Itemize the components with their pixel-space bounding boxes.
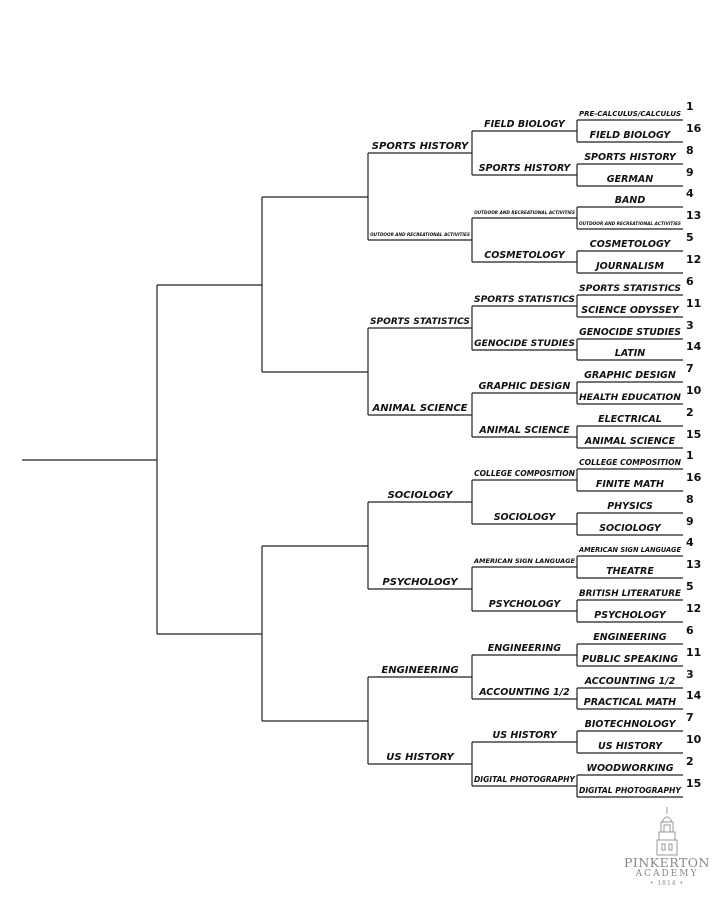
logo-subtitle: ACADEMY <box>635 869 699 879</box>
seed-number: 16 <box>686 471 702 484</box>
logo-year: • 1814 • <box>649 880 685 887</box>
logo-name: PINKERTON <box>624 855 710 870</box>
seed-number: 12 <box>686 253 702 266</box>
seed-number: 15 <box>686 428 702 441</box>
seed-number: 9 <box>686 515 694 528</box>
round1-team-label: OUTDOOR AND RECREATIONAL ACTIVITIES <box>579 222 681 227</box>
round1-team-label: BAND <box>614 195 646 206</box>
round2-team-label: ENGINEERING <box>487 643 562 654</box>
seed-number: 2 <box>686 406 694 419</box>
seed-number: 5 <box>686 580 694 593</box>
round1-team-label: GERMAN <box>606 174 654 185</box>
seed-number: 16 <box>686 122 702 135</box>
round2-team-label: US HISTORY <box>492 730 557 741</box>
round2-team-label: SPORTS STATISTICS <box>474 294 575 305</box>
round2-team-label: DIGITAL PHOTOGRAPHY <box>474 775 575 784</box>
seed-number: 7 <box>686 711 694 724</box>
round3-team-label: ENGINEERING <box>381 665 459 676</box>
round1-team-label: LATIN <box>614 348 646 359</box>
seed-number: 6 <box>686 624 694 637</box>
seed-number: 13 <box>686 558 702 571</box>
round1-team-label: SPORTS HISTORY <box>584 152 676 163</box>
round2-team-label: COSMETOLOGY <box>484 250 565 261</box>
seed-number: 1 <box>686 449 694 462</box>
round1-team-label: ANIMAL SCIENCE <box>584 436 676 447</box>
round1-team-label: WOODWORKING <box>586 763 674 774</box>
round1-team-label: SCIENCE ODYSSEY <box>581 305 679 316</box>
round1-team-label: HEALTH EDUCATION <box>579 392 681 403</box>
round3-team-label: PSYCHOLOGY <box>382 577 458 588</box>
round1-team-label: DIGITAL PHOTOGRAPHY <box>579 786 681 795</box>
round1-team-label: SPORTS STATISTICS <box>579 283 682 294</box>
round1-team-label: THEATRE <box>606 566 654 577</box>
round3-team-label: OUTDOOR AND RECREATIONAL ACTIVITIES <box>370 232 470 237</box>
round1-team-label: PSYCHOLOGY <box>594 610 666 621</box>
bell-tower-icon <box>654 806 680 856</box>
seed-number: 8 <box>686 493 694 506</box>
seed-number: 1 <box>686 100 694 113</box>
round3-team-label: ANIMAL SCIENCE <box>372 403 468 414</box>
round3-team-label: US HISTORY <box>386 752 454 763</box>
seed-number: 11 <box>686 297 702 310</box>
round2-team-label: GRAPHIC DESIGN <box>478 381 571 392</box>
round1-team-label: US HISTORY <box>598 741 663 752</box>
seed-number: 3 <box>686 319 694 332</box>
round2-team-label: FIELD BIOLOGY <box>484 119 565 130</box>
round1-team-label: ACCOUNTING 1/2 <box>584 676 676 687</box>
seed-number: 2 <box>686 755 694 768</box>
round1-team-label: GENOCIDE STUDIES <box>579 327 681 338</box>
seed-number: 6 <box>686 275 694 288</box>
seed-number: 10 <box>686 733 702 746</box>
round1-team-label: FINITE MATH <box>595 479 665 490</box>
round2-team-label: ACCOUNTING 1/2 <box>479 687 570 698</box>
round1-team-label: BIOTECHNOLOGY <box>584 719 676 730</box>
seed-number: 4 <box>686 187 694 200</box>
round2-team-label: ANIMAL SCIENCE <box>479 425 570 436</box>
seed-number: 10 <box>686 384 702 397</box>
round2-team-label: AMERICAN SIGN LANGUAGE <box>474 557 575 565</box>
seed-number: 9 <box>686 166 694 179</box>
round2-team-label: SPORTS HISTORY <box>478 163 571 174</box>
round1-team-label: COSMETOLOGY <box>589 239 671 250</box>
round1-team-label: ELECTRICAL <box>598 414 662 425</box>
round1-team-label: AMERICAN SIGN LANGUAGE <box>579 546 681 554</box>
round1-team-label: PRE-CALCULUS/CALCULUS <box>579 110 682 118</box>
seed-number: 12 <box>686 602 702 615</box>
round2-team-label: PSYCHOLOGY <box>488 599 561 610</box>
round3-team-label: SPORTS STATISTICS <box>370 317 470 327</box>
seed-number: 5 <box>686 231 694 244</box>
round1-team-label: PRACTICAL MATH <box>583 697 677 708</box>
round1-team-label: SOCIOLOGY <box>599 523 661 534</box>
round1-team-label: FIELD BIOLOGY <box>589 130 671 141</box>
seed-number: 3 <box>686 668 694 681</box>
seed-number: 13 <box>686 209 702 222</box>
round2-team-label: COLLEGE COMPOSITION <box>474 469 575 478</box>
seed-number: 14 <box>686 689 702 702</box>
round1-team-label: ENGINEERING <box>593 632 667 643</box>
seed-number: 4 <box>686 536 694 549</box>
seed-number: 11 <box>686 646 702 659</box>
round3-team-label: SOCIOLOGY <box>387 490 453 501</box>
round2-team-label: SOCIOLOGY <box>493 512 556 523</box>
round3-team-label: SPORTS HISTORY <box>371 141 469 152</box>
round2-team-label: OUTDOOR AND RECREATIONAL ACTIVITIES <box>474 211 575 216</box>
round1-team-label: COLLEGE COMPOSITION <box>579 458 681 467</box>
round1-team-label: JOURNALISM <box>596 261 664 272</box>
seed-number: 15 <box>686 777 702 790</box>
round1-team-label: BRITISH LITERATURE <box>579 589 681 599</box>
round1-team-label: PHYSICS <box>607 501 653 512</box>
school-logo <box>622 806 712 892</box>
seed-number: 14 <box>686 340 702 353</box>
seed-number: 8 <box>686 144 694 157</box>
round1-team-label: PUBLIC SPEAKING <box>582 654 679 665</box>
seed-number: 7 <box>686 362 694 375</box>
round1-team-label: GRAPHIC DESIGN <box>584 370 676 381</box>
round2-team-label: GENOCIDE STUDIES <box>474 338 575 349</box>
